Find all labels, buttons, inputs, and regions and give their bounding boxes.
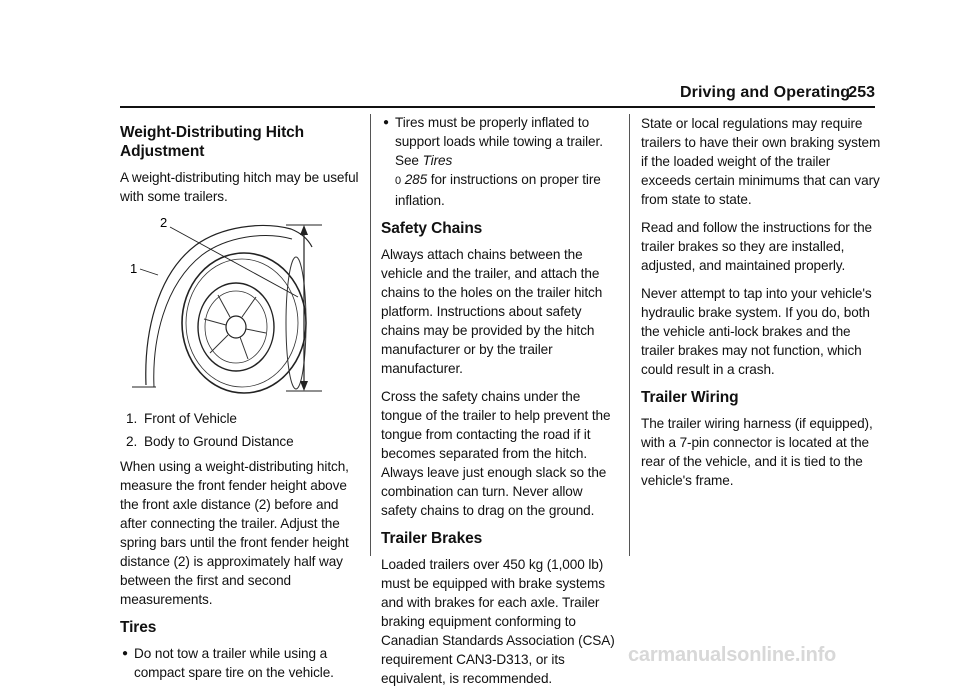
safety-chains-heading: Safety Chains [381, 220, 483, 237]
arrow-head-top [300, 225, 308, 235]
tires-heading: Tires [120, 619, 157, 636]
trailer-brakes-para: Loaded trailers over 450 kg (1,000 lb) must be equipped with brake systems and with brakes for each axle. Trailer braking equipment conforming to Canadian Standards Association (CSA) requirement CAN3-D313, or its equivalent, is recommended. [381, 557, 615, 686]
brakes-regulations-para: State or local regulations may require trailers to have their own braking system if the loaded weight of the trailer exceeds certain minimums that can vary from state to state. [641, 116, 881, 207]
list-item: ● Tires must be properly inflated to support loads while towing a trailer. See Tires 0 285 for instructions on proper tire inflation. [383, 115, 603, 208]
column-2 [381, 114, 617, 697]
tire-outer [182, 253, 306, 393]
figure-legend [120, 409, 360, 451]
tires-list-continued [381, 113, 617, 210]
callout-2-label: 2 [160, 215, 168, 230]
safety-chains-para-2: Cross the safety chains under the tongue of the trailer to help prevent the tongue from contacting the road if it becomes separated from the hitch. Always leave just enough slack so the combination can turn. Never allow safety chains to drag on the ground. [381, 389, 611, 518]
legend-item: 1. Front of Vehicle [126, 411, 237, 426]
hitch-adjustment-heading: Weight-Distributing Hitch Adjustment [120, 124, 305, 160]
column-1 [120, 114, 360, 688]
brakes-instructions-para: Read and follow the instructions for the trailer brakes so they are installed, adjusted, and maintained properly. [641, 220, 873, 273]
rim-spokes [204, 295, 266, 359]
hitch-tire-figure [126, 215, 326, 401]
arrow-head-bottom [300, 381, 308, 391]
tires-list [120, 644, 360, 682]
page-header [680, 84, 875, 108]
watermark-text: carmanualsonline.info [628, 644, 837, 666]
legend-item: 2. Body to Ground Distance [126, 434, 294, 449]
column-divider [629, 114, 630, 556]
trailer-brakes-heading: Trailer Brakes [381, 530, 483, 547]
trailer-wiring-para: The trailer wiring harness (if equipped), with a 7-pin connector is located at the rear of the vehicle, and it is tied to the vehicle's frame. [641, 416, 873, 488]
rim-inner [205, 291, 267, 363]
tire-tread [286, 257, 306, 389]
hub [226, 316, 246, 338]
brakes-warning-para: Never attempt to tap into your vehicle's hydraulic brake system. If you do, both the vehicle anti-lock brakes and the trailer brakes may not function, which could result in a crash. [641, 286, 872, 377]
xref-arrow-icon: 0 [395, 175, 402, 187]
tires-xref[interactable]: Tires [422, 153, 453, 168]
list-item: ● Do not tow a trailer while using a compact spare tire on the vehicle. [122, 646, 334, 680]
callout-2-leader [170, 227, 298, 297]
xref-page[interactable]: 285 [404, 172, 428, 187]
rim-outer [198, 283, 274, 371]
callout-1-leader [140, 269, 158, 275]
hitch-instructions: When using a weight-distributing hitch, measure the front fender height above the front axle distance (2) before and after connecting the trailer. Adjust the spring bars until the front fender height distance (2) is approximately half way between the first and second measurements. [120, 459, 349, 607]
callout-1-label: 1 [130, 261, 138, 276]
header-rule [120, 106, 875, 108]
trailer-wiring-heading: Trailer Wiring [641, 389, 739, 406]
hitch-intro: A weight-distributing hitch may be useful with some trailers. [120, 170, 359, 204]
safety-chains-para-1: Always attach chains between the vehicle and the trailer, and attach the chains to the holes on the trailer hitch platform. Instructions about safety chains may be provided by the hitch manufacturer or by the trailer manufacturer. [381, 247, 603, 376]
page-number: 253 [848, 84, 875, 101]
tire-inner [186, 259, 298, 387]
section-title: Driving and Operating [680, 84, 851, 101]
column-3 [641, 114, 881, 499]
column-divider [370, 114, 371, 556]
